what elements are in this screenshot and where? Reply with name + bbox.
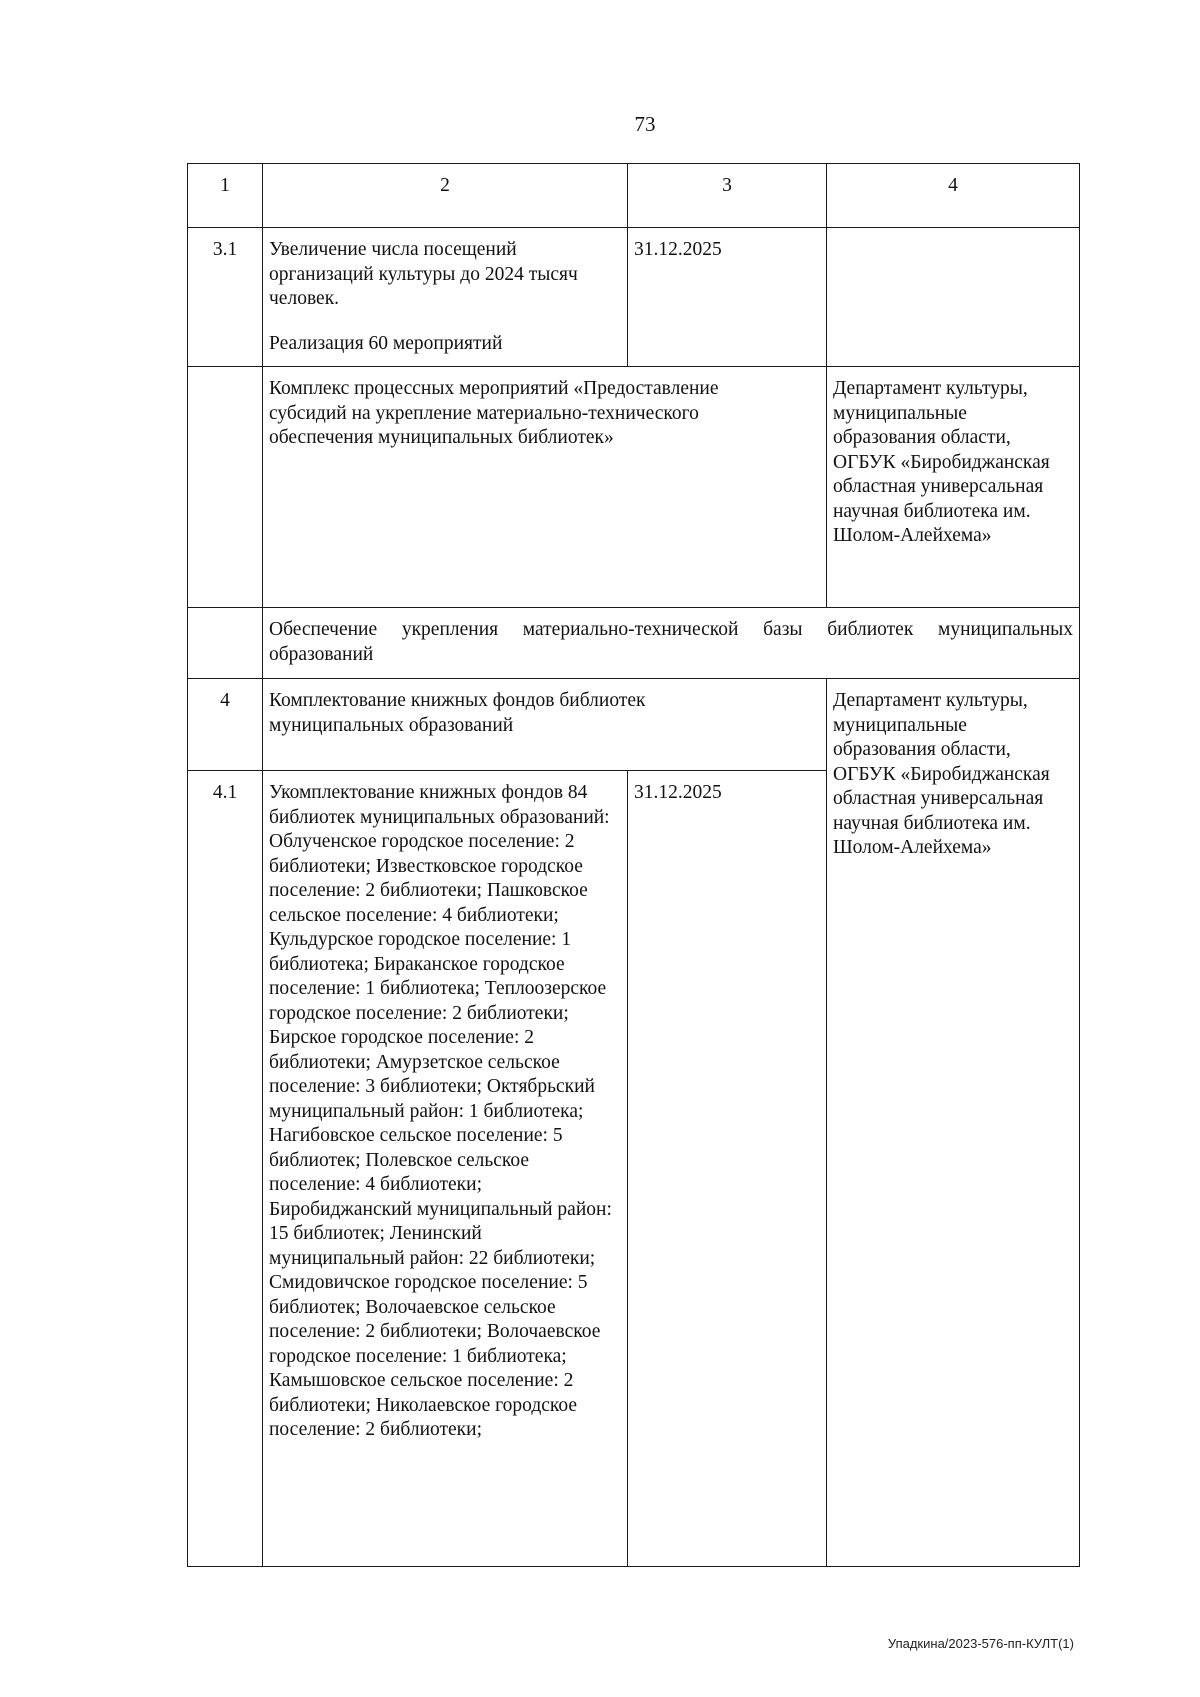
table-row-3-1	[188, 228, 1080, 367]
row-4-text: Комплектование книжных фондов библиотек муниципальных образований	[263, 679, 827, 771]
row-goal-text: Обеспечение укрепления материально-технической базы библиотек муниципальных образований	[263, 608, 1080, 679]
header-col-2: 2	[263, 164, 628, 228]
row-complex-responsible: Департамент культуры, муниципальные образования области, ОГБУК «Биробиджанская областная универсальная научная библиотека им. Шолом-Алейхема»	[827, 367, 1080, 608]
row-number: 3.1	[188, 228, 263, 367]
header-col-1: 1	[188, 164, 263, 228]
table-row-complex	[188, 367, 1080, 608]
table-row-4	[188, 679, 1080, 771]
row-4-number: 4	[188, 679, 263, 771]
plan-table	[187, 163, 1080, 1567]
header-col-3: 3	[628, 164, 827, 228]
row-4-1-text: Укомплектование книжных фондов 84 библиотек муниципальных образований: Облученское городское поселение: 2 библиотеки; Известковское городское поселение: 2 библиотеки; Пашковское сельское поселение: 4 библиотеки; Кульдурское городское поселение: 1 библиотека; Бираканское городское поселение: 1 библиотека; Теплоозерское городское поселение: 2 библиотеки; Бирское городское поселение: 2 библиотеки; Амурзетское сельское поселение: 3 библиотеки; Октябрьский муниципальный район: 1 библиотека; Нагибовское сельское поселение: 5 библиотек; Полевское сельское поселение: 4 библиотеки; Биробиджанский муниципальный район: 15 библиотек; Ленинский муниципальный район: 22 библиотеки; Смидовичское городское поселение: 5 библиотек; Волочаевское сельское поселение: 2 библиотеки; Волочаевское городское поселение: 1 библиотека; Камышовское сельское поселение: 2 библиотеки; Николаевское городское поселение: 2 библиотеки;	[263, 771, 628, 1567]
row-complex-number	[188, 367, 263, 608]
row-goal-number	[188, 608, 263, 679]
row-3-1-date: 31.12.2025	[628, 228, 827, 367]
row-3-1-text-a: Увеличение числа посещений организаций культуры до 2024 тысяч человек.	[269, 239, 578, 309]
table-row-goal	[188, 608, 1080, 679]
row-complex-text: Комплекс процессных мероприятий «Предоставление субсидий на укрепление материально-технического обеспечения муниципальных библиотек»	[263, 367, 827, 608]
row-3-1-responsible	[827, 228, 1080, 367]
page-number: 73	[634, 112, 656, 136]
row-3-1-text-b: Реализация 60 мероприятий	[269, 332, 503, 354]
document-footer-reference: Упадкина/2023-576-пп-КУЛТ(1)	[887, 1636, 1074, 1651]
table-header-row	[188, 164, 1080, 228]
row-4-1-number: 4.1	[188, 771, 263, 1567]
row-4-1-date: 31.12.2025	[628, 771, 827, 1567]
row-3-1-description	[263, 228, 628, 367]
header-col-4: 4	[827, 164, 1080, 228]
row-4-responsible: Департамент культуры, муниципальные образования области, ОГБУК «Биробиджанская областная универсальная научная библиотека им. Шолом-Алейхема»	[827, 679, 1080, 1567]
